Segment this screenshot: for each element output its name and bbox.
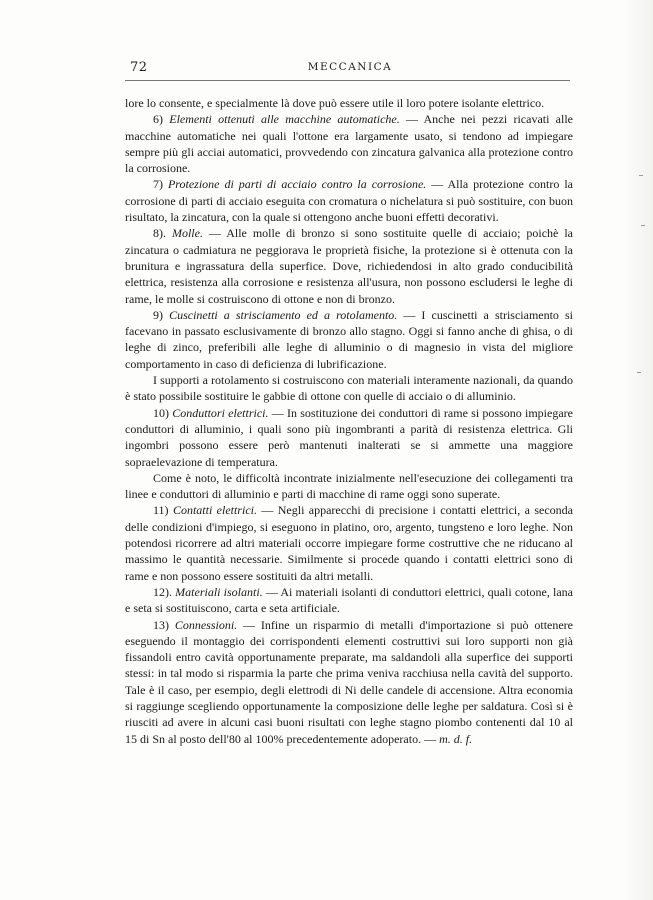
section-title: Cuscinetti a strisciamento ed a rotolamento. (169, 307, 398, 322)
section-title: Connessioni. (174, 617, 238, 632)
paragraph: 6) Elementi ottenuti alle macchine automatiche. — Anche nei pezzi ricavati alle macchine automatiche nei quali l'ottone era largamente usato, si tendono ad impiegare sempre più gli acciai automatici, provvedendo con zincatura galvanica alla protezione contro la corrosione. (125, 112, 573, 176)
paragraph: 9) Cuscinetti a strisciamento ed a rotolamento. — I cuscinetti a strisciamento si facevano in passato esclusivamente di bronzo allo stagno. Oggi si fanno anche di ghisa, o di leghe di zinco, preferibili alle leghe di alluminio o di magnesio in vista del migliore comportamento in caso di deficienza di lubrificazione. (125, 307, 574, 371)
section-title: Elementi ottenuti alle macchine automatiche. (169, 112, 400, 127)
page-edge-shadow (623, 0, 653, 900)
section-title: Protezione di parti di acciaio contro la corrosione. (167, 177, 427, 192)
article-body (125, 95, 573, 747)
margin-mark (639, 175, 643, 176)
paragraph: 12). Materiali isolanti. — Ai materiali isolanti di conduttori elettrici, quali cotone, lana e seta si sostituiscono, carta e seta artificiale. (125, 584, 573, 616)
section-title: Contatti elettrici. (172, 503, 257, 518)
margin-mark (641, 225, 645, 226)
running-head: MECCANICA (307, 61, 393, 73)
section-title: Materiali isolanti. (175, 584, 263, 599)
header-rule (125, 80, 570, 81)
section-title: Molle. (171, 226, 203, 241)
page-number: 72 (130, 60, 148, 75)
paragraph: 13) Connessioni. — Infine un risparmio di metalli d'importazione si può ottenere eseguendo il montaggio dei corrispondenti elementi costruttivi sui loro supporti non già fissandoli entro cavità opportunamente preparate, ma saldandoli alla superfice dei supporti stessi: in tal modo si risparmia la parte che prima veniva racchiusa nella cavità del supporto. Tale è il caso, per esempio, degli elettrodi di Ni delle candele di accensione. Altra economia si raggiunge scegliendo opportunamente la composizione delle leghe per saldatura. Così si è riusciti ad avere in alcuni casi buoni risultati con leghe stagno piombo contenenti dal 10 al 15 di Sn al posto dell'80 al 100% precedentemente adoperato. — m. d. f. (125, 617, 574, 746)
section-title: Conduttori elettrici. (172, 405, 269, 420)
paragraph: 10) Conduttori elettrici. — In sostituzione dei conduttori di rame si possono impiegare conduttori di alluminio, i quali sono più ingombranti a parità di resistenza elettrica. Gli ingombri possono essere però mantenuti inalterati se si ammette una maggiore sopraelevazione di temperatura. (125, 405, 573, 469)
paragraph: lore lo consente, e specialmente là dove può essere utile il loro potere isolante elettrico. (125, 96, 545, 110)
paragraph: 8). Molle. — Alle molle di bronzo si sono sostituite quelle di acciaio; poichè la zincatura o cadmiatura ne peggiorava le proprietà fisiche, la protezione si è ottenuta con la brunitura e ingrassatura della superfice. Dove, richiedendosi in alto grado conducibilità elettrica, resistenza alla corrosione e resistenza all'usura, non possono escludersi le leghe di rame, le molle si costruiscono di ottone e non di bronzo. (125, 226, 573, 306)
paragraph: Come è noto, le difficoltà incontrate inizialmente nell'esecuzione dei collegamenti tra linee e conduttori di alluminio e parti di macchine di rame oggi sono superate. (125, 470, 573, 502)
paragraph: I supporti a rotolamento si costruiscono con materiali interamente nazionali, da quando è stato possibile sostituire le gabbie di ottone con quelle di acciaio o di alluminio. (125, 373, 573, 404)
page-header (125, 60, 575, 76)
author-signature: m. d. f. (439, 731, 473, 746)
paragraph: 11) Contatti elettrici. — Negli apparecchi di precisione i contatti elettrici, a seconda delle condizioni d'impiego, si eseguono in platino, oro, argento, tungsteno e loro leghe. Non potendosi ricorrere ad altri materiali occorre impiegare forme costruttive che ne riducano al massimo le quantità necessarie. Similmente si procede quando i contatti elettrici sono di rame e non possono essere sostituiti da altri metalli. (125, 503, 573, 583)
paragraph: 7) Protezione di parti di acciaio contro la corrosione. — Alla protezione contro la corrosione di parti di acciaio eseguita con cromatura o nichelatura si può sostituire, con buon risultato, la zincatura, con la quale si ottengono anche buoni effetti decorativi. (125, 177, 573, 225)
margin-mark (637, 372, 641, 373)
